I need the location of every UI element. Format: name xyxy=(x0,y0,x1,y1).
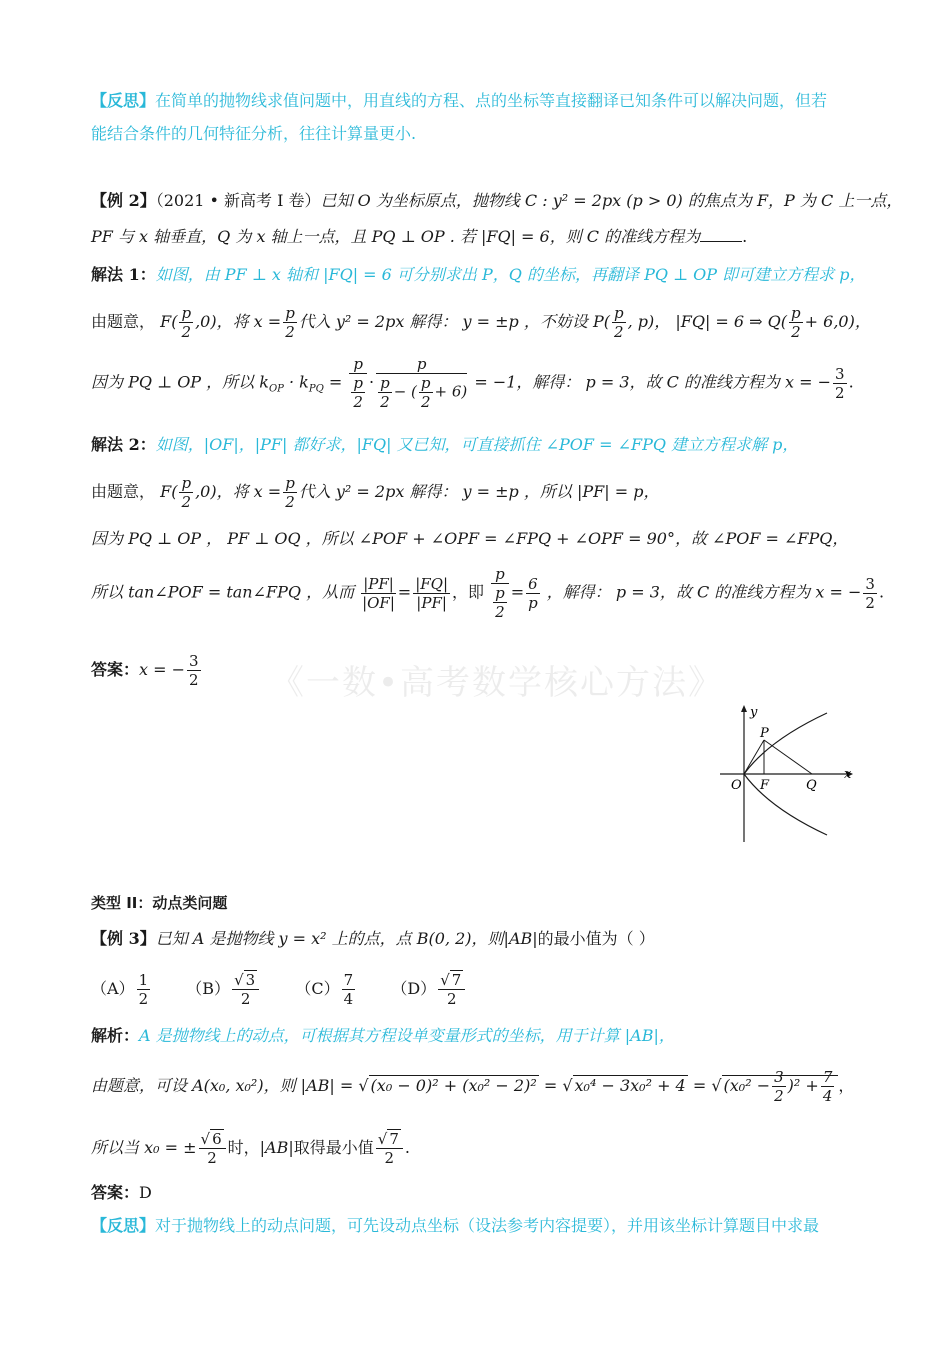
method1-sub-op: OP xyxy=(268,383,284,395)
example3-stem xyxy=(91,928,655,950)
method1-hint: 如图，由 PF ⊥ x 轴和 |FQ| = 6 可分别求出 P，Q 的坐标，再翻译 PQ ⊥ OP 即可建立方程求 p， xyxy=(155,265,866,284)
frac-p-over-2 xyxy=(179,474,193,511)
frac-den xyxy=(376,374,467,411)
sqrt-radicand: 6 xyxy=(212,1130,222,1148)
reflection2-text: 对于抛物线上的动点问题，可先设动点坐标（设法参考内容提要），并用该坐标计算题目中求最 xyxy=(155,1216,820,1235)
reflection-tag: 【反思】 xyxy=(91,91,156,110)
frac-num: 3 xyxy=(189,652,199,670)
method2-l1-d: 代入 y² = 2px 解得： y = ±p ，所以 |PF| = p， xyxy=(298,482,660,501)
method2-label: 解法 2： xyxy=(91,435,156,454)
frac-6-over-p xyxy=(526,575,540,612)
reflection-line-2: 能结合条件的几何特征分析，往往计算量更小. xyxy=(91,124,417,143)
frac-3-over-2 xyxy=(833,365,847,402)
frac-num: p xyxy=(181,474,192,492)
frac-den: p xyxy=(528,593,538,612)
frac-sqrt6-over-2 xyxy=(199,1130,226,1167)
frac-num: 3 xyxy=(865,574,875,593)
method1-line-1 xyxy=(91,300,871,344)
frac-pf-over-of xyxy=(361,575,396,612)
frac-den: 2 xyxy=(181,323,192,341)
frac-p-over-2 xyxy=(283,474,297,511)
label-p: P xyxy=(760,726,769,741)
frac-3-over-2 xyxy=(772,1068,786,1105)
type2-title: 类型 II：动点类问题 xyxy=(91,894,228,912)
method1-l1-c: ,0)，将 x = xyxy=(195,312,282,331)
analysis3-hint-line xyxy=(91,1025,675,1047)
frac-num: p xyxy=(613,304,624,322)
frac-fq-over-pf xyxy=(413,575,450,612)
label-x: x xyxy=(844,767,852,782)
frac-den: |PF| xyxy=(416,593,447,612)
method2-l3-a: 所以 tan∠POF = tan∠FPQ ，从而 xyxy=(91,582,355,602)
frac-p-over-2 xyxy=(283,304,297,341)
method2-l3-d: = xyxy=(510,582,525,602)
analysis3-sqrt-2: x₀⁴ − 3x₀² + 4 xyxy=(574,1076,686,1095)
method1-label: 解法 1： xyxy=(91,265,156,284)
analysis3-sqrt-1: (x₀ − 0)² + (x₀² − 2)² xyxy=(370,1076,537,1095)
frac-num: 7 xyxy=(343,971,354,989)
analysis3-l2-ab: |AB| xyxy=(259,1138,294,1157)
analysis3-l1-h: ， xyxy=(838,1076,855,1095)
frac-den: 2 xyxy=(207,1149,217,1167)
frac-num: 7 xyxy=(822,1068,833,1086)
frac-slope-pq xyxy=(376,355,467,411)
method2-hint: 如图，|OF|，|PF| 都好求，|FQ| 又已知，可直接抓住 ∠POF = ∠FPQ 建立方程求解 p， xyxy=(155,435,799,454)
reflection2-tag: 【反思】 xyxy=(91,1216,156,1235)
frac-num: 1 xyxy=(138,971,149,989)
frac-num: √ 7 xyxy=(438,971,465,990)
sqrt-radicand: 7 xyxy=(451,971,462,989)
method2-l3-c: ，即 xyxy=(452,582,485,602)
option-a-value xyxy=(137,971,151,1008)
parabola-figure xyxy=(715,700,860,845)
method2-l1-a: 由题意， xyxy=(91,482,156,501)
watermark: 《一数•高考数学核心方法》 xyxy=(270,663,725,703)
method1-l1-a: 由题意， xyxy=(91,312,156,331)
frac-num: p xyxy=(420,374,431,392)
frac-inner xyxy=(351,374,365,411)
frac-den: 2 xyxy=(181,493,192,511)
label-o: O xyxy=(731,778,742,793)
answer3-label: 答案： xyxy=(91,1183,140,1202)
frac-den: 2 xyxy=(865,593,875,612)
frac-inner-c: + 6) xyxy=(434,382,468,401)
analysis3-l1-a: 由题意，可设 A(x₀, x₀²)，则 |AB| = xyxy=(91,1076,354,1095)
method1-l2-b: · k xyxy=(288,372,309,392)
frac-den: 2 xyxy=(446,990,457,1008)
frac-den: 2 xyxy=(189,671,199,689)
frac-den: 2 xyxy=(285,323,295,341)
frac-num: 3 xyxy=(835,364,845,383)
answer2-expr: x = − xyxy=(139,660,186,679)
analysis3-line-1: 由题意，可设 A(x₀, x₀²)，则 |AB| = √ (x₀ − 0)² + (x₀² − 2)² = √ x₀⁴ − 3x₀² + 4 = √ (x₀² − $\frac{3}{2}$ )² + $\frac{7}{4}$ ， xyxy=(91,1068,855,1105)
frac-num: 3 xyxy=(774,1068,784,1086)
frac-den: 2 xyxy=(353,393,363,411)
method1-l2-e: = −1，解得： p = 3，故 C 的准线方程为 x = − xyxy=(474,372,832,392)
frac-num: p xyxy=(353,374,363,392)
y-arrow xyxy=(741,705,747,712)
method2-l1-c: ,0)，将 x = xyxy=(195,482,282,501)
frac-num: 6 xyxy=(528,574,538,593)
analysis3-l1-c: = xyxy=(543,1076,558,1095)
frac-num: |PF| xyxy=(363,574,394,593)
frac-p-over-2 xyxy=(179,304,193,341)
answer-blank xyxy=(700,227,742,242)
frac-num: √ 3 xyxy=(232,971,259,990)
frac-num: p xyxy=(285,474,295,492)
example2-source: （2021 • 新高考 I 卷） xyxy=(155,191,321,210)
frac-den: 2 xyxy=(138,990,149,1008)
frac-num: p xyxy=(495,584,505,602)
option-c-label: （C） xyxy=(295,979,340,998)
method1-l2-f: . xyxy=(848,372,854,392)
frac-den xyxy=(491,584,509,621)
method1-l2-d: · xyxy=(369,372,375,392)
label-q: Q xyxy=(806,778,817,793)
example3-stem-ab: |AB| xyxy=(503,929,538,948)
analysis3-l2-d: 取得最小值 xyxy=(293,1138,374,1157)
frac-p-over-2 xyxy=(789,304,803,341)
frac-num: p xyxy=(349,355,367,374)
reflection-line-1 xyxy=(91,90,827,112)
frac-den xyxy=(349,374,367,411)
method2-line-1 xyxy=(91,470,659,514)
method1-l2-a: 因为 PQ ⊥ OP ，所以 k xyxy=(91,372,269,392)
frac-den: 2 xyxy=(835,383,845,402)
example3-tag: 【例 3】 xyxy=(91,929,156,948)
frac-den: 2 xyxy=(380,393,390,411)
example3-options xyxy=(91,964,467,1014)
option-c-value xyxy=(342,971,356,1008)
reflection2-line xyxy=(91,1215,819,1237)
example3-stem-c: 的最小值为（ ） xyxy=(537,929,655,948)
analysis3-l2-b: 时， xyxy=(227,1138,260,1157)
method2-line-2: 因为 PQ ⊥ OP ， PF ⊥ OQ ，所以 ∠POF + ∠OPF = ∠FPQ + ∠OPF = 90°，故 ∠POF = ∠FPQ， xyxy=(91,529,849,548)
frac-p-over-p2 xyxy=(349,355,367,411)
method2-l1-b: F( xyxy=(160,482,178,501)
analysis3-l1-f: (x₀² − xyxy=(723,1076,771,1095)
frac-inner xyxy=(419,374,433,411)
frac-den: 2 xyxy=(614,323,624,341)
frac-p-over-p2 xyxy=(491,565,509,621)
frac-p-over-2 xyxy=(612,304,626,341)
frac-num: √ 7 xyxy=(376,1130,403,1149)
frac-num: |FQ| xyxy=(415,574,449,593)
frac-den: 2 xyxy=(384,1149,395,1167)
frac-sqrt7-over-2 xyxy=(376,1130,403,1167)
example3-stem-a: 已知 A 是抛物线 y = x² 上的点，点 B(0, 2)，则 xyxy=(155,929,504,948)
analysis3-sqrt-3 xyxy=(722,1068,839,1105)
frac-inner-b: − ( xyxy=(393,382,417,401)
analysis3-l1-g: )² + xyxy=(787,1076,819,1095)
frac-num: p xyxy=(376,355,467,374)
sqrt-radicand: 3 xyxy=(245,971,256,989)
frac-7-over-4 xyxy=(821,1068,835,1105)
method2-l3-f: . xyxy=(878,582,885,602)
method2-line-3 xyxy=(91,565,884,621)
option-b-value xyxy=(232,971,259,1008)
frac-3-over-2 xyxy=(863,575,877,612)
frac-den: 2 xyxy=(495,603,505,621)
frac-num: p xyxy=(491,565,509,584)
frac-num: p xyxy=(791,304,801,322)
example2-stem-line-1 xyxy=(91,190,902,212)
analysis3-label: 解析： xyxy=(91,1026,140,1045)
option-b-label: （B） xyxy=(186,979,231,998)
segment-pq xyxy=(764,740,812,774)
frac-den: 4 xyxy=(343,990,354,1008)
frac-den: 2 xyxy=(420,393,431,411)
frac-den: 4 xyxy=(822,1087,833,1105)
analysis3-l1-e: = xyxy=(692,1076,707,1095)
method2-l3-b: = xyxy=(397,582,412,602)
frac-inner xyxy=(378,374,392,411)
answer2-line xyxy=(91,648,203,692)
method1-l1-d: 代入 y² = 2px 解得： y = ±p ，不妨设 P( xyxy=(298,312,610,331)
method1-sub-pq: PQ xyxy=(308,383,324,395)
method2-hint-line xyxy=(91,434,798,456)
option-d-label: （D） xyxy=(391,979,437,998)
method1-l1-f: + 6,0)， xyxy=(804,312,871,331)
analysis3-hint: A 是抛物线上的动点，可根据其方程设单变量形式的坐标，用于计算 |AB|， xyxy=(139,1026,675,1045)
label-y: y xyxy=(750,705,758,720)
answer2-label: 答案： xyxy=(91,660,140,679)
frac-den: 2 xyxy=(285,493,295,511)
frac-num: p xyxy=(181,304,192,322)
example2-stem-2: PF 与 x 轴垂直，Q 为 x 轴上一点，且 PQ ⊥ OP . 若 |FQ| = 6，则 C 的准线方程为 xyxy=(91,227,701,246)
frac-den: 2 xyxy=(774,1087,784,1105)
method1-l2-c: = xyxy=(328,372,343,392)
example2-stem-end: . xyxy=(742,227,748,246)
method1-l1-e: , p)， |FQ| = 6 ⇒ Q( xyxy=(627,312,788,331)
frac-den: 2 xyxy=(240,990,251,1008)
segment-op xyxy=(744,740,764,774)
option-d-value xyxy=(438,971,465,1008)
option-a-label: （A） xyxy=(91,979,135,998)
frac-den: 2 xyxy=(791,323,801,341)
analysis3-l2-a: 所以当 x₀ = ± xyxy=(91,1138,197,1157)
sqrt-radicand: 7 xyxy=(389,1130,399,1148)
frac-num: p xyxy=(380,374,390,392)
method2-l3-e: ，解得： p = 3，故 C 的准线方程为 x = − xyxy=(546,582,862,602)
reflection-text-1: 在简单的抛物线求值问题中，用直线的方程、点的坐标等直接翻译已知条件可以解决问题，但若 xyxy=(155,91,828,110)
method1-line-2 xyxy=(91,355,854,415)
answer3-value: D xyxy=(139,1183,152,1202)
example2-stem-line-2 xyxy=(91,226,747,248)
example2-tag: 【例 2】 xyxy=(91,191,156,210)
analysis3-l2-e: . xyxy=(404,1138,410,1157)
label-f: F xyxy=(760,778,770,793)
method1-hint-line xyxy=(91,264,865,286)
analysis3-line-2 xyxy=(91,1125,410,1171)
frac-num: √ 6 xyxy=(199,1130,226,1149)
frac-num: p xyxy=(285,304,295,322)
frac-inner xyxy=(493,584,507,621)
frac-3-over-2 xyxy=(187,652,201,689)
frac-den: |OF| xyxy=(362,593,395,612)
method1-l1-b: F( xyxy=(160,312,178,331)
answer3-line xyxy=(91,1182,152,1204)
example2-stem-1: 已知 O 为坐标原点，抛物线 C : y² = 2px (p > 0) 的焦点为 F，P 为 C 上一点， xyxy=(320,191,903,210)
